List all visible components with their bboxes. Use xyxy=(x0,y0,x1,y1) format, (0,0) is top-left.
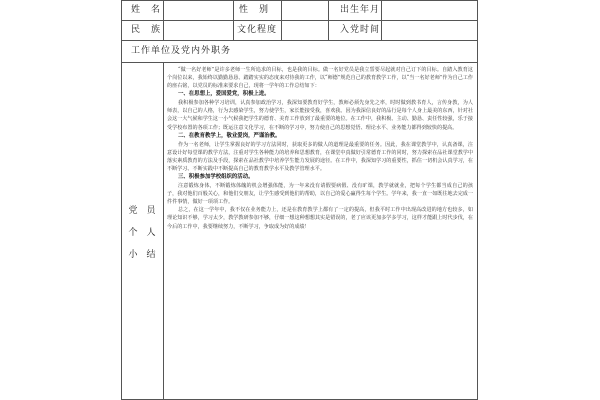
col-divider-value2 xyxy=(328,0,329,40)
row-divider-2 xyxy=(121,40,478,41)
party-member-form xyxy=(121,0,478,400)
conclusion-paragraph: 总之，在这一学年中，我不仅在业务能力上，还是在教育教学上都有了一定的提高，但我平时工作中出现高改进的地方也较多，如理论知识不够，学习太少，教学教研参加不够，仔细一想这种想想其实是错误的，老了应该更加多学多学习，这样才能跟上时代步伐，在今后的工作中，我要继续努力，不断学习，争取成为好的成绩！ xyxy=(167,207,473,230)
col-divider-label2 xyxy=(281,0,282,40)
member-summary-side-label xyxy=(121,200,163,266)
side-label-line-3: 小 结 xyxy=(128,250,156,260)
name-label: 姓 名 xyxy=(131,5,162,15)
table-border-top xyxy=(121,0,478,1)
side-label-line-2: 个 人 xyxy=(128,228,156,238)
intro-paragraph: “做一名好老师”是许多老师一生所追求的目标，也是我的目标。做一名好党员是我立誓要尽起就对自己订下的目标。自踏入教育这个岗位以来，我始终以勤勤恳恳、踏踏实实的态度来对待我的工作，以“师德”规范自己的教育教学工作，以“当一名好老师”作为自己工作的座右铭，以党员的标准来要求自己，现将一学年的工作总结如下： xyxy=(167,67,473,90)
col-divider-value1 xyxy=(233,0,234,40)
summary-body xyxy=(167,66,473,231)
table-border-right xyxy=(477,0,478,400)
row-divider-1 xyxy=(121,20,478,21)
section-3-paragraph: 注意锻炼身体，不断锻炼体魄的机会增强体能，为一年来没有请假要病假、没有旷课，教学就就业，把每个学生都当成自己的孩子，我对他们百般关心，和他们交朋友，让学生感受到他们的帮助，以自己的爱心赢得生每个学生。学年来，我一直一如既往地去完成一件件事情，做好一项项工作。 xyxy=(167,183,473,206)
row-divider-3 xyxy=(121,62,478,63)
section-1-paragraph: 我积极参加各种学习培训，认真参加政治学习，我深知要教育好学生，教师必须先身先之率，时时做到教书育人，言传身教，为人师表，以自己的人格，行为去感染学生，努力使学生，家长能接受我，喜欢我。因为我深信良好的品行是每个人身上最美的东西，针对社会这一大气候和学生这一小气候我把学生的德育、美育工作放到了最重要的地位。在工作中，我积极、主动、勤恳、责任性较强，乐于接受学校布置的各项工作；既运注意文化学习，在不断的学习中，努力使自己的思想觉悟、理论水平、业务能力都得到较快的提高。 xyxy=(167,100,473,131)
work-unit-label: 工作单位及党内外职务 xyxy=(131,46,232,56)
section-2-paragraph: 作为一名老师，让学生掌握良好的学习方法同时，获取更多的做人的道理是最重要的任务。因此，我在课堂教学中，认真备课，注意设计好每堂课的教学方法，注重对学生各种能力的培养和思想教育，在课堂中真做好引常德育工作的同时，努力探索在品社课堂教学中落实素质教育的方法及手段，探索在品社教学中培养学生能力发展的途径。在工作中，我深知学习的重要性，抓住一切机会认真学习，在不断学习、不断实践中不断提高自己的教育教学水平及教学管理水平。 xyxy=(167,141,473,172)
ethnicity-label: 民 族 xyxy=(131,25,162,35)
col-divider-label1 xyxy=(163,0,164,40)
birth-date-label: 出生年月 xyxy=(340,5,381,15)
section-1-heading: 一、在思想上，爱国爱党，积极上进。 xyxy=(178,91,270,98)
col-divider-summary xyxy=(163,62,164,400)
section-2-heading: 二、在教育教学上，敬业爱岗，严谨治教。 xyxy=(178,132,281,139)
side-label-line-1: 党 员 xyxy=(128,206,156,216)
party-join-date-label: 入党时间 xyxy=(340,25,381,35)
col-divider-label3 xyxy=(381,0,382,40)
gender-label: 性 别 xyxy=(239,5,270,15)
section-3-heading: 三、积极参加学校组织的活动。 xyxy=(178,174,254,181)
education-label: 文化程度 xyxy=(237,25,278,35)
